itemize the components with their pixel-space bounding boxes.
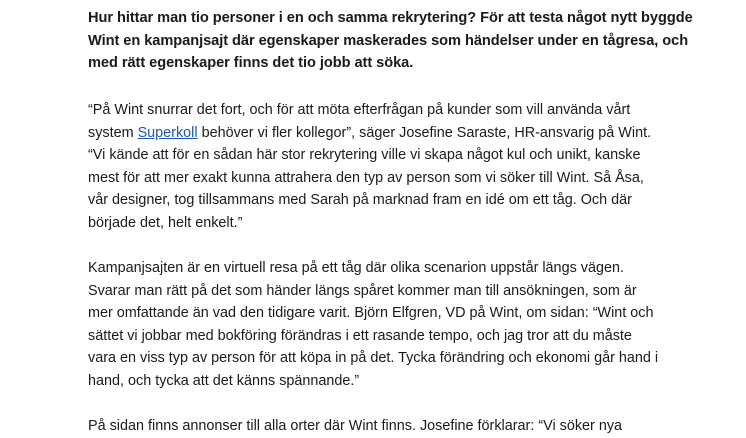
lead-line: Wint en kampanjsajt där egenskaper maskerades som händelser under en tågresa, och <box>88 32 689 49</box>
lead-line: med rätt egenskaper finns det tio jobb att söka. <box>88 55 414 71</box>
lead-paragraph <box>88 7 693 75</box>
paragraph-line: vår designer, tog tillsammans med Sarah på marknad fram en idé om ett tåg. Och där <box>88 192 632 209</box>
paragraph-line: mest för att mer exakt kunna attrahera den typ av person som vi söker till Wint. Så Åsa, <box>88 169 644 186</box>
paragraph-line: började det, helt enkelt.” <box>88 214 243 231</box>
paragraph-line: Svarar man rätt på det som händer längs spåret kommer man till ansökningen, som är <box>88 282 637 299</box>
superkoll-link[interactable]: Superkoll <box>137 124 198 141</box>
paragraph-line: hand, och tycka att det känns spännande.” <box>88 372 360 389</box>
ads-paragraph <box>88 415 662 438</box>
paragraph-line: mer omfattande än vad den tidigare varit. Björn Elfgren, VD på Wint, om sidan: “Wint och <box>88 305 654 322</box>
paragraph-line: “Vi kände att för en sådan här stor rekrytering ville vi skapa något kul och unikt, kanske <box>88 147 641 164</box>
paragraph-line: Kampanjsajten är en virtuell resa på ett tåg där olika scenarion uppstår längs vägen. <box>88 260 624 276</box>
paragraph-line: “På Wint snurrar det fort, och för att möta efterfrågan på kunder som vill använda vårt <box>88 102 631 118</box>
paragraph-line: vara en viss typ av person för att köpa in på det. Tycka förändring och ekonomi går hand i <box>88 350 659 367</box>
quote-paragraph-hr <box>88 99 662 235</box>
paragraph-line: På sidan finns annonser till alla orter där Wint finns. Josefine förklarar: “Vi söker nya <box>88 418 623 434</box>
lead-line: Hur hittar man tio personer i en och samma rekrytering? För att testa något nytt byggde <box>88 10 693 26</box>
paragraph-line: system Superkoll behöver vi fler kollegor”, säger Josefine Saraste, HR-ansvarig på Wint. <box>88 124 652 141</box>
paragraph-line: sättet vi jobbar med bokföring förändras i ett rasande tempo, och jag tror att du måste <box>88 327 632 344</box>
campaign-paragraph <box>88 257 662 393</box>
